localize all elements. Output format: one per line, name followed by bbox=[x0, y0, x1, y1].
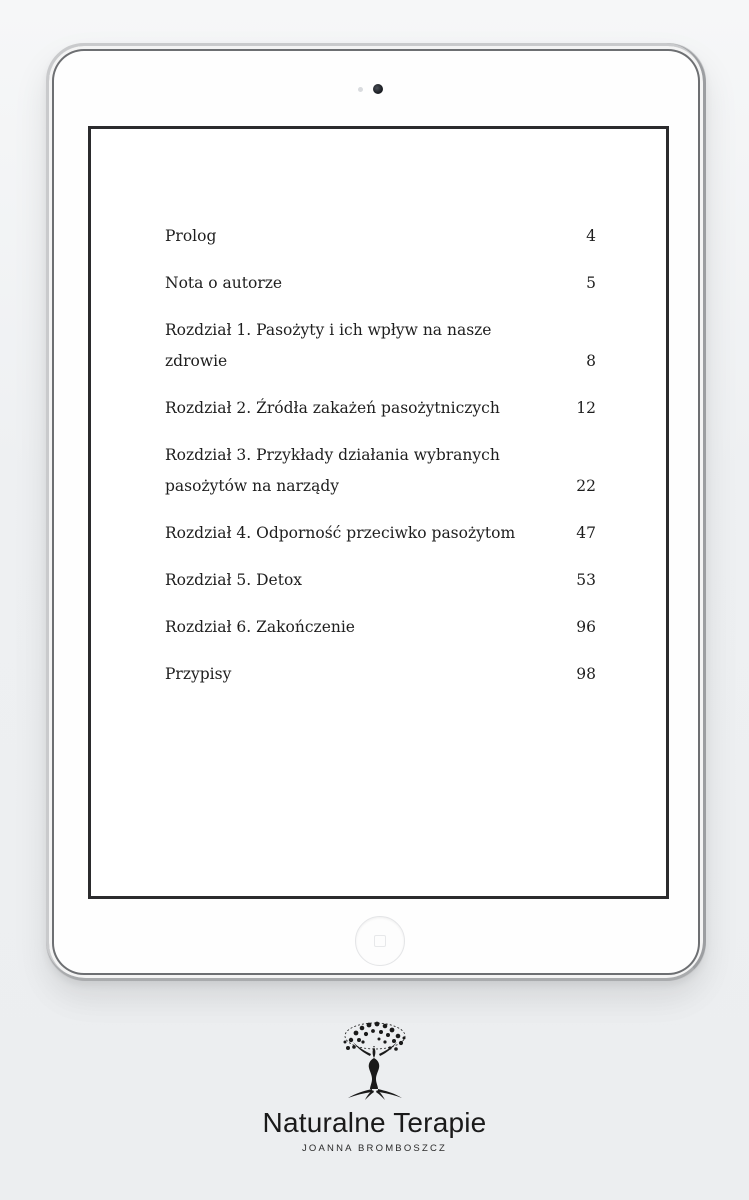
camera-icon bbox=[373, 84, 383, 94]
toc-entry-nota[interactable] bbox=[165, 268, 596, 299]
toc-entry-title: Przypisy bbox=[165, 665, 232, 683]
tablet-frame bbox=[46, 43, 706, 981]
toc-entry-page: 12 bbox=[576, 399, 596, 417]
toc-entry-chapter-6[interactable] bbox=[165, 612, 596, 643]
toc-entry-chapter-2[interactable] bbox=[165, 393, 596, 424]
table-of-contents bbox=[165, 221, 596, 706]
brand-author: JOANNA BROMBOSZCZ bbox=[301, 1143, 448, 1154]
toc-entry-page: 22 bbox=[576, 477, 596, 495]
toc-entry-chapter-3[interactable] bbox=[165, 440, 596, 502]
brand-name: Naturalne Terapie bbox=[262, 1107, 487, 1138]
toc-entry-title: Rozdział 6. Zakończenie bbox=[165, 618, 355, 636]
toc-entry-title: Rozdział 3. Przykłady działania wybranych pasożytów na narządy bbox=[165, 446, 500, 495]
toc-entry-title: Rozdział 5. Detox bbox=[165, 571, 303, 589]
toc-entry-page: 96 bbox=[576, 618, 596, 636]
toc-entry-page: 98 bbox=[576, 665, 596, 683]
toc-entry-page: 53 bbox=[576, 571, 596, 589]
toc-entry-title: Rozdział 1. Pasożyty i ich wpływ na nasze zdrowie bbox=[165, 321, 492, 370]
tree-woman-icon bbox=[335, 1020, 415, 1102]
toc-entry-page: 47 bbox=[576, 524, 596, 542]
toc-entry-page: 8 bbox=[586, 352, 596, 370]
tablet-screen bbox=[88, 126, 669, 899]
toc-entry-przypisy[interactable] bbox=[165, 659, 596, 690]
toc-entry-title: Rozdział 4. Odporność przeciwko pasożytom bbox=[165, 524, 516, 542]
toc-entry-title: Prolog bbox=[165, 227, 217, 245]
toc-entry-title: Nota o autorze bbox=[165, 274, 283, 292]
sensor-dot bbox=[358, 87, 363, 92]
toc-entry-title: Rozdział 2. Źródła zakażeń pasożytniczych bbox=[165, 399, 500, 417]
toc-entry-prolog[interactable] bbox=[165, 221, 596, 252]
toc-entry-chapter-4[interactable] bbox=[165, 518, 596, 549]
toc-entry-chapter-5[interactable] bbox=[165, 565, 596, 596]
home-button-icon[interactable] bbox=[355, 916, 405, 966]
toc-entry-page: 4 bbox=[586, 227, 596, 245]
toc-entry-chapter-1[interactable] bbox=[165, 315, 596, 377]
toc-entry-page: 5 bbox=[586, 274, 596, 292]
home-square-icon bbox=[374, 935, 386, 947]
brand-logo bbox=[249, 1020, 500, 1154]
